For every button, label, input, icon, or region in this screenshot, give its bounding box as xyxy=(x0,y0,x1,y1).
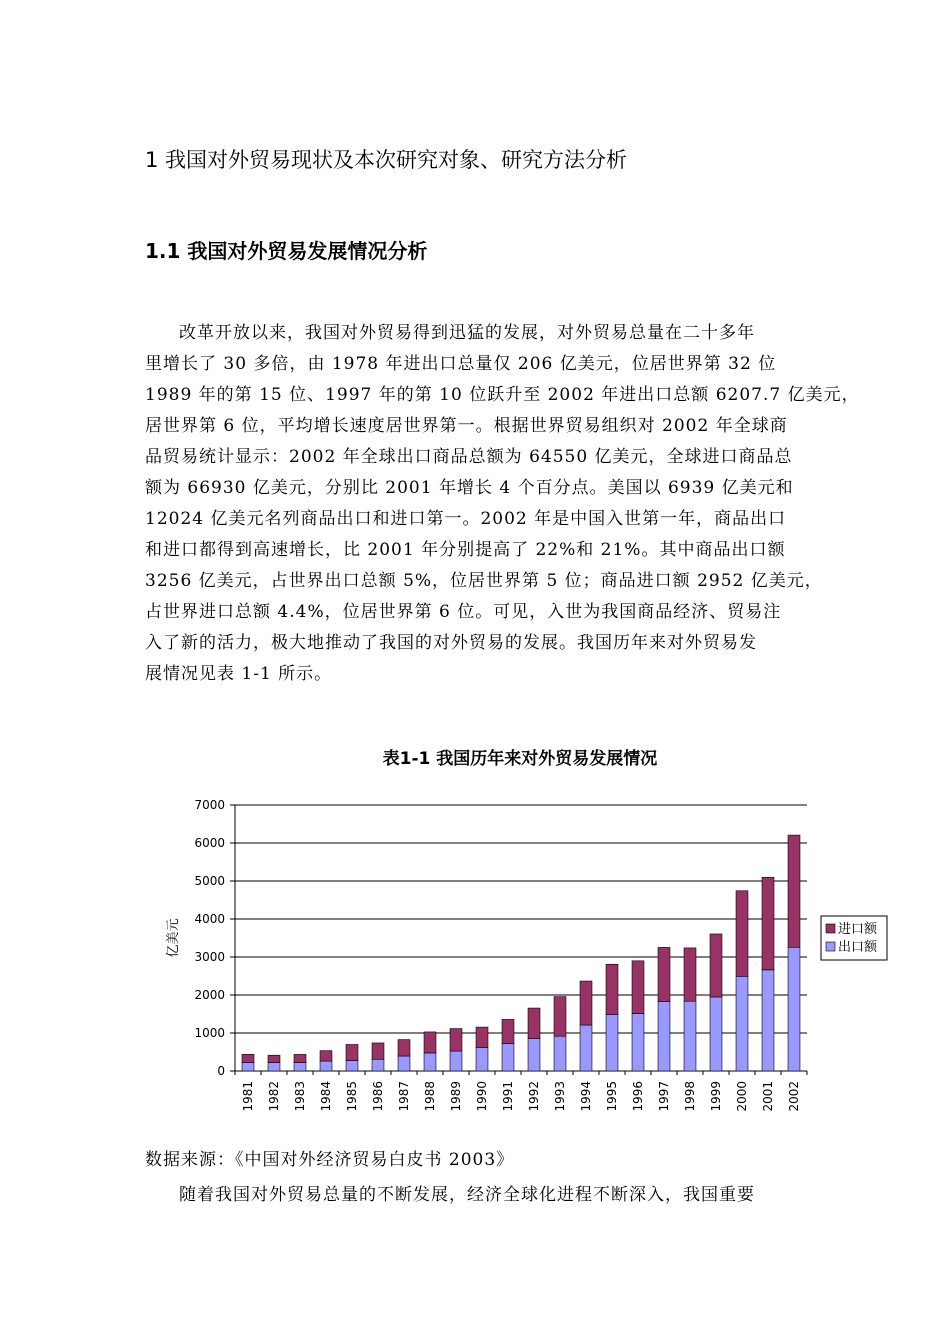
bar-segment xyxy=(580,1025,592,1071)
y-tick-label: 3000 xyxy=(194,950,225,964)
paragraph-line: 和进口都得到高速增长，比 2001 年分别提高了 22%和 21%。其中商品出口额 xyxy=(145,540,786,560)
bar-segment xyxy=(372,1059,384,1071)
bar-segment xyxy=(606,1014,618,1071)
x-tick-label: 1997 xyxy=(657,1081,671,1112)
bar-segment xyxy=(346,1045,358,1061)
x-tick-label: 1994 xyxy=(579,1081,593,1112)
y-tick-label: 7000 xyxy=(194,798,225,812)
bar-segment xyxy=(580,981,592,1025)
x-tick-label: 2000 xyxy=(735,1081,749,1112)
subsection-heading-1-1: 1.1 我国对外贸易发展情况分析 xyxy=(145,239,428,263)
bar-segment xyxy=(736,891,748,977)
paragraph-line: 品贸易统计显示：2002 年全球出口商品总额为 64550 亿美元，全球进口商品总 xyxy=(145,447,793,467)
bar-segment xyxy=(528,1008,540,1039)
paragraph-line: 入了新的活力，极大地推动了我国的对外贸易的发展。我国历年来对外贸易发 xyxy=(145,633,757,653)
y-axis-label: 亿美元 xyxy=(166,918,181,958)
paragraph-line: 展情况见表 1-1 所示。 xyxy=(145,664,333,684)
y-tick-label: 6000 xyxy=(194,836,225,850)
y-tick-label: 2000 xyxy=(194,988,225,1002)
body-paragraph-1 xyxy=(145,318,860,690)
bar-segment xyxy=(268,1063,280,1071)
legend-swatch xyxy=(826,924,835,933)
paragraph-line: 12024 亿美元名列商品出口和进口第一。2002 年是中国入世第一年，商品出口 xyxy=(145,509,787,529)
x-tick-label: 1983 xyxy=(293,1081,307,1112)
x-tick-label: 1988 xyxy=(423,1081,437,1112)
bar-segment xyxy=(606,964,618,1014)
bar-segment xyxy=(346,1061,358,1071)
x-tick-label: 1998 xyxy=(683,1081,697,1112)
bar-segment xyxy=(658,1002,670,1071)
paragraph-line: 随着我国对外贸易总量的不断发展，经济全球化进程不断深入，我国重要 xyxy=(179,1185,755,1205)
bar-segment xyxy=(320,1051,332,1061)
bar-segment xyxy=(476,1027,488,1047)
bar-segment xyxy=(684,1001,696,1071)
y-tick-label: 1000 xyxy=(194,1026,225,1040)
bar-segment xyxy=(762,970,774,1071)
bar-segment xyxy=(788,835,800,947)
x-tick-label: 2002 xyxy=(787,1081,801,1112)
bar-segment xyxy=(684,948,696,1001)
bar-segment xyxy=(632,1014,644,1071)
paragraph-line: 居世界第 6 位，平均增长速度居世界第一。根据世界贸易组织对 2002 年全球商 xyxy=(145,416,788,436)
bar-segment xyxy=(450,1029,462,1051)
data-source-note: 数据来源：《中国对外经济贸易白皮书 2003》 xyxy=(145,1150,515,1170)
bar-segment xyxy=(710,997,722,1071)
bar-segment xyxy=(554,997,566,1037)
bar-segment xyxy=(320,1061,332,1071)
x-tick-label: 1989 xyxy=(449,1081,463,1112)
paragraph-line: 里增长了 30 多倍，由 1978 年进出口总量仅 206 亿美元，位居世界第 32 位 xyxy=(145,354,777,374)
x-tick-label: 1993 xyxy=(553,1081,567,1112)
bar-segment xyxy=(632,961,644,1014)
bar-segment xyxy=(424,1032,436,1053)
bar-segment xyxy=(502,1044,514,1071)
paragraph-line: 占世界进口总额 4.4%，位居世界第 6 位。可见，入世为我国商品经济、贸易注 xyxy=(145,602,782,622)
x-tick-label: 1985 xyxy=(345,1081,359,1112)
bar-segment xyxy=(736,976,748,1071)
bar-segment xyxy=(242,1063,254,1071)
y-tick-label: 4000 xyxy=(194,912,225,926)
x-tick-label: 1999 xyxy=(709,1081,723,1112)
bar-segment xyxy=(294,1054,306,1062)
paragraph-line: 改革开放以来，我国对外贸易得到迅猛的发展，对外贸易总量在二十多年 xyxy=(179,323,755,343)
bar-segment xyxy=(424,1053,436,1071)
bar-segment xyxy=(398,1040,410,1056)
legend-swatch xyxy=(826,942,835,951)
x-tick-label: 1981 xyxy=(241,1081,255,1112)
bar-segment xyxy=(554,1036,566,1071)
body-paragraph-2 xyxy=(145,1180,805,1211)
bar-segment xyxy=(398,1056,410,1071)
y-tick-label: 0 xyxy=(217,1064,225,1078)
bar-segment xyxy=(502,1019,514,1043)
trade-chart xyxy=(145,788,905,1128)
bar-segment xyxy=(710,934,722,997)
bar-segment xyxy=(762,877,774,970)
x-tick-label: 1992 xyxy=(527,1081,541,1112)
bar-segment xyxy=(450,1051,462,1071)
legend-label: 出口额 xyxy=(838,940,878,955)
bar-segment xyxy=(476,1047,488,1071)
paragraph-line: 3256 亿美元，占世界出口总额 5%，位居世界第 5 位；商品进口额 2952 亿美元， xyxy=(145,571,823,591)
table-caption: 表1-1 我国历年来对外贸易发展情况 xyxy=(382,749,658,769)
bar-segment xyxy=(528,1039,540,1071)
x-tick-label: 2001 xyxy=(761,1081,775,1112)
bar-segment xyxy=(372,1043,384,1059)
x-tick-label: 1982 xyxy=(267,1081,281,1112)
x-tick-label: 1995 xyxy=(605,1081,619,1112)
x-tick-label: 1986 xyxy=(371,1081,385,1112)
bar-segment xyxy=(788,947,800,1071)
paragraph-line: 额为 66930 亿美元，分别比 2001 年增长 4 个百分点。美国以 6939 亿美元和 xyxy=(145,478,794,498)
bar-segment xyxy=(268,1055,280,1062)
bar-segment xyxy=(294,1063,306,1071)
x-tick-label: 1996 xyxy=(631,1081,645,1112)
trade-chart-svg xyxy=(145,788,905,1128)
paragraph-line: 1989 年的第 15 位、1997 年的第 10 位跃升至 2002 年进出口总额 6207.7 亿美元， xyxy=(145,385,860,405)
x-tick-label: 1990 xyxy=(475,1081,489,1112)
x-tick-label: 1991 xyxy=(501,1081,515,1112)
bar-segment xyxy=(242,1054,254,1062)
x-tick-label: 1984 xyxy=(319,1081,333,1112)
legend-label: 进口额 xyxy=(838,922,878,937)
y-tick-label: 5000 xyxy=(194,874,225,888)
section-heading-1: 1 我国对外贸易现状及本次研究对象、研究方法分析 xyxy=(145,148,628,172)
bar-segment xyxy=(658,947,670,1001)
x-tick-label: 1987 xyxy=(397,1081,411,1112)
